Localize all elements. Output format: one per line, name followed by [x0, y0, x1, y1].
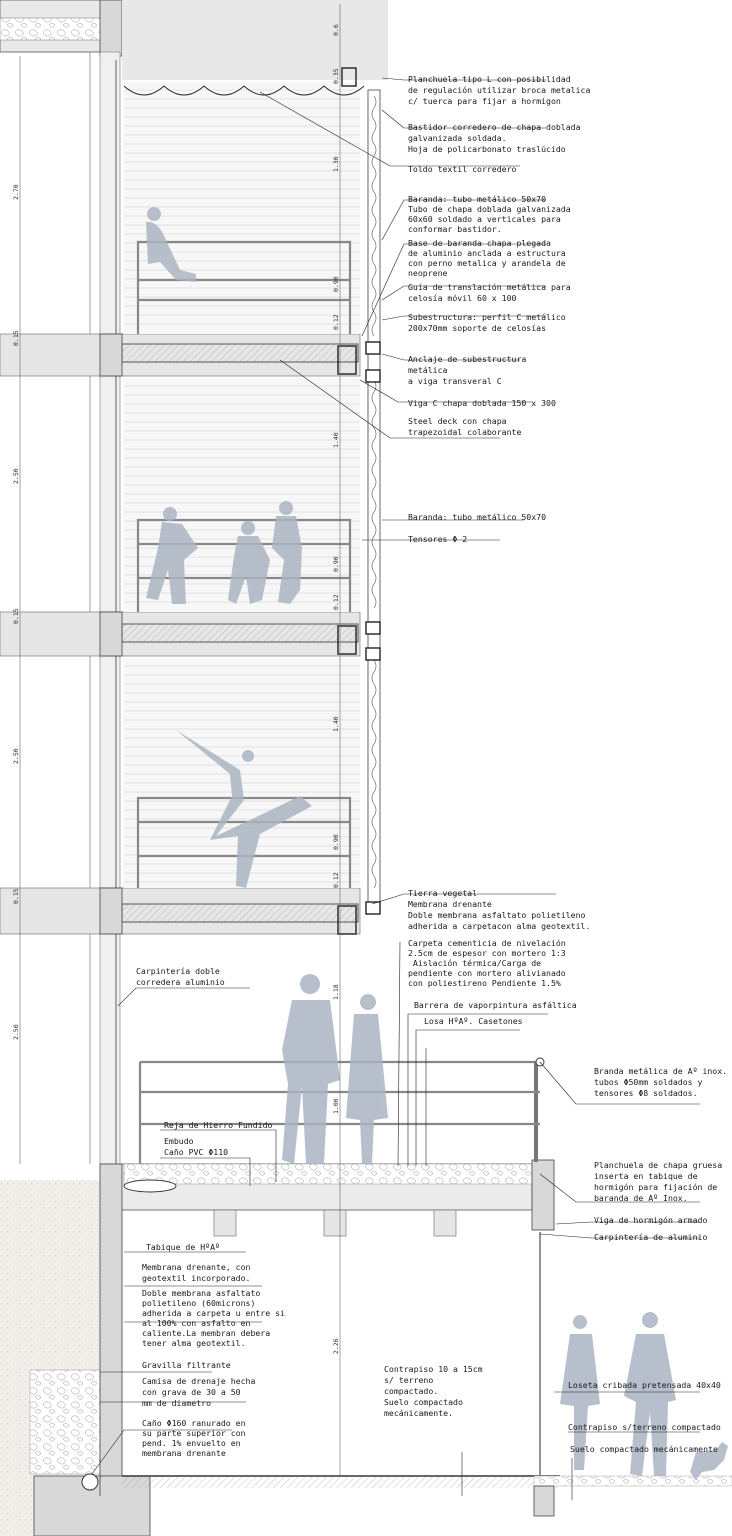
- roof-parapet: [100, 0, 122, 56]
- label-loseta: Loseta cribada pretensada 40x40: [568, 1380, 721, 1390]
- exterior-footing: [534, 1486, 554, 1516]
- beam-c-2: [100, 612, 122, 656]
- label-viga-hormigon: Viga de hormigón armado: [594, 1215, 708, 1225]
- exterior-paving: [534, 1476, 732, 1486]
- label-guia-translacion: Guía de translación metálica para celosía móvil 60 x 100: [408, 282, 571, 303]
- label-baranda-inox: Branda metálica de Aº inox. tubos Φ50mm soldados y tensores Φ8 soldados.: [594, 1066, 728, 1098]
- beam-c-1: [100, 334, 122, 376]
- anchor-2b: [366, 648, 380, 660]
- label-tensores: Tensores Φ 2: [408, 534, 468, 544]
- label-viga-c: Viga C chapa doblada 150 x 300: [408, 398, 556, 408]
- lower-floor-fill: [122, 1476, 560, 1488]
- label-suelo-compactado: Suelo compactado mecánicamente: [570, 1444, 718, 1454]
- label-base-baranda: Base de baranda chapa plegada de aluminio anclada a estructura con perno metalica y arandela de neoprene: [408, 238, 566, 278]
- pvc-drain: [124, 1180, 176, 1192]
- dim-2-50-c: 2.50: [12, 1024, 20, 1040]
- label-anclaje: Anclaje de subestructura metálica a viga transveral C: [408, 354, 527, 386]
- waffle-rib-3: [434, 1210, 456, 1236]
- label-steel-deck: Steel deck con chapa trapezoidal colaborante: [408, 416, 522, 437]
- dim-2-26: 2.26: [332, 1338, 340, 1354]
- label-tierra-vegetal: Tierra vegetal Membrana drenante Doble membrana asfaltato polietileno adherida a carpetacon alma geotextil.: [408, 888, 591, 931]
- label-contrapiso-10-15: Contrapiso 10 a 15cm s/ terreno compactado. Suelo compactado mecánicamente.: [384, 1364, 483, 1418]
- label-carpinteria-doble: Carpintería doble corredera aluminio: [136, 966, 225, 987]
- dim-2-50-a: 2.50: [12, 468, 20, 484]
- dim-0-90-a: 0.90: [332, 276, 340, 292]
- rc-beam: [532, 1160, 554, 1230]
- label-toldo: Toldo textil corredero: [408, 164, 517, 174]
- dim-1-40-a: 1.40: [332, 432, 340, 448]
- dim-0-12-c: 0.12: [332, 872, 340, 888]
- label-contrapiso-terreno: Contrapiso s/terreno compactado: [568, 1422, 721, 1432]
- dim-1-40-b: 1.40: [332, 716, 340, 732]
- label-baranda-50x70-top: Baranda: tubo metálico 50x70 Tubo de chapa doblada galvanizada 60x60 soldado a verticales para conformar bastidor.: [408, 194, 571, 234]
- dim-2-70: 2.70: [12, 184, 20, 200]
- label-bastidor: Bastidor corredero de chapa doblada galvanizada soldada. Hoja de policarbonato traslúcido: [408, 122, 581, 154]
- dim-0-90-b: 0.90: [332, 556, 340, 572]
- label-doble-membrana: Doble membrana asfaltato polietileno (60microns) adherida a carpeta u entre si al 100% con asfalto en caliente.La membran debera tener alma geotextil.: [142, 1288, 285, 1348]
- waffle-rib-1: [214, 1210, 236, 1236]
- label-carpeta-cementicia: Carpeta cementicia de nivelación 2.5cm de espesor con mortero 1:3 Aislación térmica/Carga de pendiente con mortero alivianado con poliestireno Pendiente 1.5%: [408, 938, 566, 988]
- label-losa-casetones: Losa HºAº. Casetones: [424, 1016, 523, 1026]
- anchor-2: [366, 622, 380, 634]
- facade-column: [100, 52, 120, 1164]
- vegetal-soil: [124, 1164, 532, 1184]
- steel-deck-1: [122, 344, 358, 362]
- dim-1-30: 1.30: [332, 156, 340, 172]
- dim-1-00: 1.00: [332, 1098, 340, 1114]
- label-membrana-drenante: Membrana drenante, con geotextil incorporado.: [142, 1262, 251, 1283]
- anchor-1b: [366, 370, 380, 382]
- anchor-1: [366, 342, 380, 354]
- gravel-drain: [30, 1370, 100, 1474]
- label-tabique: Tabique de HºAº: [146, 1242, 220, 1252]
- label-subestructura: Subestructura: perfil C metálico 200x70mm soporte de celosías: [408, 312, 566, 333]
- dim-0-35: 0.35: [332, 68, 340, 84]
- label-barrera-vapor: Barrera de vaporpintura asfáltica: [414, 1000, 577, 1010]
- drain-pipe-160: [82, 1474, 98, 1490]
- label-gravilla: Gravilla filtrante: [142, 1360, 231, 1370]
- dim-0-15-a: 0.15: [12, 330, 20, 346]
- label-carpinteria-aluminio: Carpintería de aluminio: [594, 1232, 708, 1242]
- label-cano-160: Caño Φ160 ranurado en su parte superior con pend. 1% envuelto en membrana drenante: [142, 1418, 246, 1458]
- dim-0-12-b: 0.12: [332, 594, 340, 610]
- waffle-rib-2: [324, 1210, 346, 1236]
- label-planchuela-gruesa: Planchuela de chapa gruesa inserta en tabique de hormigón para fijación de baranda de Aº Inox.: [594, 1160, 723, 1203]
- steel-deck-3: [122, 904, 358, 922]
- dim-0-12-a: 0.12: [332, 314, 340, 330]
- steel-deck-2: [122, 624, 358, 642]
- label-embudo: Embudo Caño PVC Φ110: [164, 1136, 229, 1157]
- label-camisa-drenaje: Camisa de drenaje hecha con grava de 30 a 50 mm de diametro: [142, 1376, 256, 1408]
- label-planchuela-l: Planchuela tipo L con posibilidad de regulación utilizar broca metalica c/ tuerca para fijar a hormigon: [408, 74, 591, 106]
- label-baranda-50x70: Baranda: tubo metálico 50x70: [408, 512, 547, 522]
- walking-people-figures: [560, 1312, 728, 1480]
- standing-couple-figures: [282, 974, 388, 1164]
- polycarbonate-wave: [372, 96, 376, 888]
- dim-0-15-b: 0.15: [12, 608, 20, 624]
- dim-0-90-c: 0.90: [332, 834, 340, 850]
- dim-1-18: 1.18: [332, 984, 340, 1000]
- dim-0-15-c: 0.15: [12, 888, 20, 904]
- terrace-railing-post: [534, 1062, 538, 1162]
- retaining-wall: [100, 1164, 122, 1476]
- label-reja-hierro: Reja de Hierro Fundido: [164, 1120, 273, 1130]
- dim-0-6: 0.6: [332, 24, 340, 36]
- beam-c-3: [100, 888, 122, 934]
- dim-2-50-b: 2.50: [12, 748, 20, 764]
